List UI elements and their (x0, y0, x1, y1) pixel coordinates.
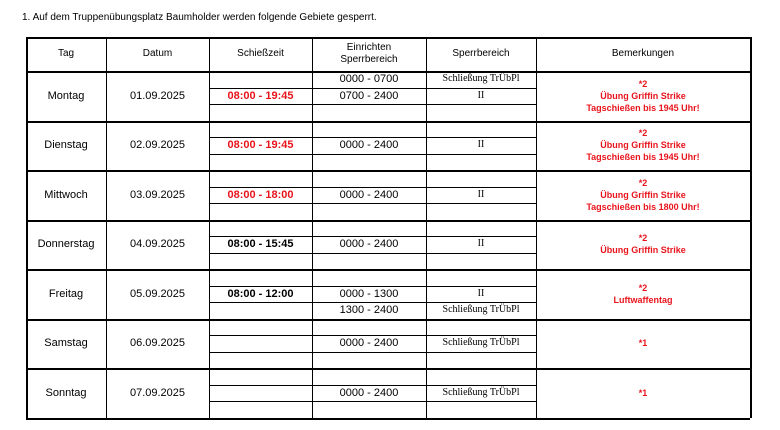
day-cell: Montag (47, 89, 85, 102)
remark-line: *2 (638, 282, 648, 293)
restricted-area-cell: II (477, 139, 485, 151)
restricted-area-cell (426, 104, 536, 121)
setup-time-cell: 0000 - 2400 (339, 337, 399, 350)
table-rule (209, 385, 536, 386)
firing-time-cell: 08:00 - 15:45 (227, 238, 294, 251)
setup-time-cell (312, 121, 426, 138)
table-rule (26, 37, 28, 418)
date-cell: 03.09.2025 (129, 188, 186, 201)
firing-time-cell (209, 253, 312, 270)
setup-time-cell: 0000 - 2400 (339, 386, 399, 399)
date-cell: 07.09.2025 (129, 386, 186, 399)
table-rule (26, 220, 750, 222)
setup-time-cell (312, 352, 426, 369)
table-rule (536, 37, 537, 418)
header-einrichten-line2: Sperrbereich (340, 54, 398, 65)
date-cell: 02.09.2025 (129, 139, 186, 152)
header-schiesszeit: Schießzeit (237, 48, 284, 59)
setup-time-cell: 1300 - 2400 (339, 304, 399, 317)
restricted-area-cell (426, 319, 536, 336)
firing-time-cell (209, 269, 312, 286)
header-sperrbereich: Sperrbereich (452, 48, 510, 59)
restricted-area-cell (426, 253, 536, 270)
table-rule (26, 418, 750, 420)
table-rule (209, 302, 536, 303)
setup-time-cell (312, 269, 426, 286)
table-rule (26, 71, 750, 73)
restricted-area-cell: II (477, 188, 485, 200)
header-einrichten-line1: Einrichten (346, 42, 392, 53)
restricted-area-cell (426, 220, 536, 237)
restricted-area-cell: II (477, 238, 485, 250)
table-rule (209, 286, 536, 287)
restricted-area-cell: II (477, 89, 485, 101)
day-cell: Samstag (44, 337, 88, 350)
remarks-cell (536, 368, 750, 418)
firing-time-cell (209, 352, 312, 369)
restricted-area-cell: Schließung TrÜbPl (442, 304, 520, 316)
restricted-area-cell (426, 170, 536, 187)
remarks-cell (536, 319, 750, 369)
firing-time-cell (209, 335, 312, 352)
setup-time-cell (312, 401, 426, 418)
table-rule (209, 203, 536, 204)
date-cell: 04.09.2025 (129, 238, 186, 251)
remark-line: *1 (638, 387, 648, 398)
setup-time-cell: 0000 - 1300 (339, 287, 399, 300)
firing-time-cell: 08:00 - 19:45 (227, 89, 294, 102)
restricted-area-cell (426, 154, 536, 171)
remark-line: Übung Griffin Strike (600, 140, 686, 151)
table-rule (26, 170, 750, 172)
header-tag: Tag (57, 48, 75, 59)
table-rule (209, 401, 536, 402)
restricted-area-cell (426, 352, 536, 369)
setup-time-cell (312, 253, 426, 270)
setup-time-cell (312, 154, 426, 171)
restricted-area-cell (426, 121, 536, 138)
restricted-area-cell (426, 401, 536, 418)
firing-time-cell (209, 203, 312, 220)
remark-line: Übung Griffin Strike (600, 189, 686, 200)
restricted-area-cell: Schließung TrÜbPl (442, 386, 520, 398)
table-rule (312, 37, 313, 418)
firing-time-cell (209, 121, 312, 138)
remark-line: *2 (638, 78, 648, 89)
header-bemerkungen: Bemerkungen (611, 48, 675, 59)
setup-time-cell: 0700 - 2400 (339, 89, 399, 102)
header-einrichten (312, 37, 426, 71)
table-rule (209, 88, 536, 89)
restricted-area-cell: Schließung TrÜbPl (442, 337, 520, 349)
day-cell: Donnerstag (37, 238, 95, 251)
setup-time-cell: 0000 - 0700 (339, 73, 399, 86)
table-rule (209, 236, 536, 237)
restricted-area-cell: II (477, 287, 485, 299)
table-rule (426, 37, 427, 418)
firing-time-cell (209, 104, 312, 121)
setup-time-cell (312, 203, 426, 220)
table-rule (209, 154, 536, 155)
table-rule (26, 368, 750, 370)
firing-time-cell (209, 319, 312, 336)
header-datum: Datum (142, 48, 173, 59)
remark-line: Tagschießen bis 1945 Uhr! (586, 102, 700, 113)
day-cell: Freitag (48, 287, 84, 300)
table-rule (26, 319, 750, 321)
remark-line: *2 (638, 233, 648, 244)
remark-line: *1 (638, 338, 648, 349)
day-cell: Mittwoch (44, 188, 88, 201)
remark-line: Tagschießen bis 1945 Uhr! (586, 152, 700, 163)
firing-time-cell (209, 170, 312, 187)
remark-line: Tagschießen bis 1800 Uhr! (586, 201, 700, 212)
restricted-area-cell (426, 203, 536, 220)
table-rule (209, 187, 536, 188)
table-rule (209, 253, 536, 254)
firing-time-cell (209, 302, 312, 319)
firing-time-cell: 08:00 - 12:00 (227, 287, 294, 300)
section-heading: 1. Auf dem Truppenübungsplatz Baumholder werden folgende Gebiete gesperrt. (22, 12, 377, 23)
remark-line: *2 (638, 128, 648, 139)
remarks-cell (536, 170, 750, 220)
setup-time-cell (312, 104, 426, 121)
remark-line: Übung Griffin Strike (600, 90, 686, 101)
table-rule (209, 104, 536, 105)
table-rule (26, 269, 750, 271)
date-cell: 05.09.2025 (129, 287, 186, 300)
setup-time-cell: 0000 - 2400 (339, 188, 399, 201)
setup-time-cell: 0000 - 2400 (339, 238, 399, 251)
firing-time-cell (209, 368, 312, 385)
firing-time-cell (209, 385, 312, 402)
firing-time-cell (209, 220, 312, 237)
firing-time-cell (209, 71, 312, 88)
remark-line: Übung Griffin Strike (600, 245, 686, 256)
table-rule (26, 37, 750, 39)
setup-time-cell (312, 220, 426, 237)
day-cell: Dienstag (44, 139, 88, 152)
table-rule (209, 352, 536, 353)
date-cell: 06.09.2025 (129, 337, 186, 350)
remark-line: Luftwaffentag (613, 294, 673, 305)
remarks-cell (536, 220, 750, 270)
setup-time-cell: 0000 - 2400 (339, 139, 399, 152)
table-rule (209, 335, 536, 336)
date-cell: 01.09.2025 (129, 89, 186, 102)
remarks-cell (536, 269, 750, 319)
firing-time-cell (209, 401, 312, 418)
restricted-area-cell (426, 368, 536, 385)
table-rule (106, 37, 107, 418)
table-rule (750, 37, 752, 418)
firing-time-cell: 08:00 - 19:45 (227, 139, 294, 152)
firing-time-cell (209, 154, 312, 171)
restricted-area-cell (426, 269, 536, 286)
table-rule (26, 121, 750, 123)
remark-line: *2 (638, 177, 648, 188)
table-rule (209, 137, 536, 138)
remarks-cell (536, 71, 750, 121)
table-rule (209, 37, 210, 418)
setup-time-cell (312, 368, 426, 385)
remarks-cell (536, 121, 750, 171)
day-cell: Sonntag (45, 386, 87, 399)
setup-time-cell (312, 319, 426, 336)
firing-time-cell: 08:00 - 18:00 (227, 188, 294, 201)
setup-time-cell (312, 170, 426, 187)
restricted-area-cell: Schließung TrÜbPl (442, 73, 520, 85)
